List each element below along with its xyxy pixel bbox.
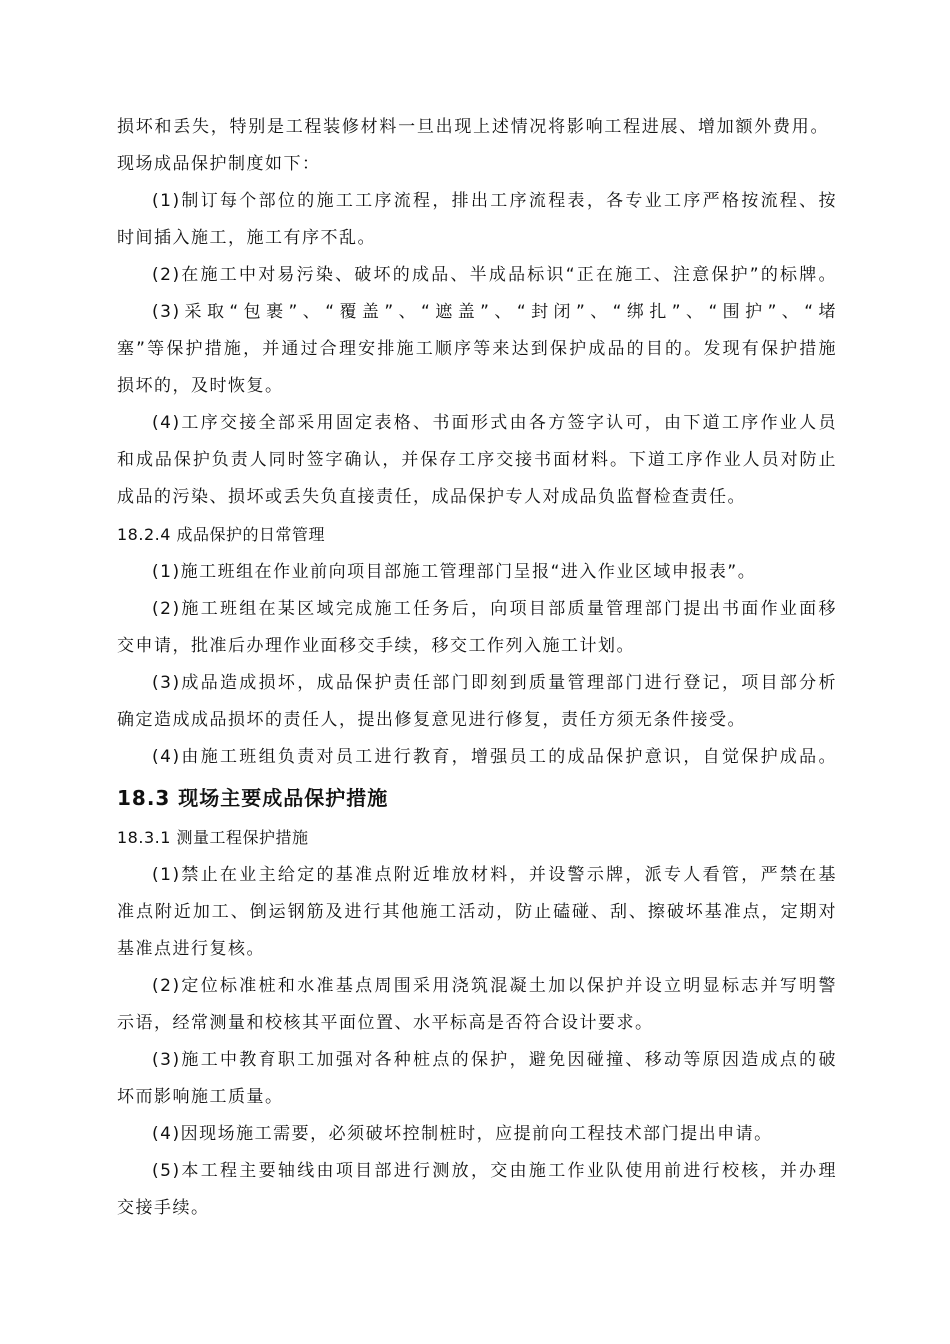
paragraph-line: 坏而影响施工质量。 — [117, 1087, 284, 1107]
paragraph-line: 确定造成成品损坏的责任人，提出修复意见进行修复，责任方须无条件接受。 — [117, 710, 746, 730]
paragraph-line: (4)由施工班组负责对员工进行教育，增强员工的成品保护意识，自觉保护成品。 — [152, 747, 837, 767]
paragraph-line: (5)本工程主要轴线由项目部进行测放，交由施工作业队使用前进行校核，并办理 — [152, 1161, 837, 1181]
paragraph-line: (4)工序交接全部采用固定表格、书面形式由各方签字认可，由下道工序作业人员 — [152, 413, 837, 433]
paragraph-line: (3)施工中教育职工加强对各种桩点的保护，避免因碰撞、移动等原因造成点的破 — [152, 1050, 837, 1070]
paragraph-line: (2)定位标准桩和水准基点周围采用浇筑混凝土加以保护并设立明显标志并写明警 — [152, 976, 837, 996]
paragraph-line: 损坏和丢失，特别是工程装修材料一旦出现上述情况将影响工程进展、增加额外费用。 — [117, 117, 829, 137]
paragraph-line: 交接手续。 — [117, 1198, 210, 1218]
paragraph-line: 示语，经常测量和校核其平面位置、水平标高是否符合设计要求。 — [117, 1013, 654, 1033]
paragraph-line: (1)施工班组在作业前向项目部施工管理部门呈报“进入作业区域申报表”。 — [152, 562, 757, 582]
paragraph-line: 损坏的，及时恢复。 — [117, 376, 284, 396]
paragraph-line: (2)施工班组在某区域完成施工任务后，向项目部质量管理部门提出书面作业面移 — [152, 599, 837, 619]
paragraph-line: (4)因现场施工需要，必须破坏控制桩时，应提前向工程技术部门提出申请。 — [152, 1124, 773, 1144]
paragraph-line: 准点附近加工、倒运钢筋及进行其他施工活动，防止磕碰、刮、擦破坏基准点，定期对 — [117, 902, 837, 922]
paragraph-line: 现场成品保护制度如下： — [117, 154, 321, 174]
paragraph-line: (1)制订每个部位的施工工序流程，排出工序流程表，各专业工序严格按流程、按 — [152, 191, 837, 211]
paragraph-line: 时间插入施工，施工有序不乱。 — [117, 228, 376, 248]
paragraph-line: 交申请，批准后办理作业面移交手续，移交工作列入施工计划。 — [117, 636, 635, 656]
paragraph-line: 成品的污染、损坏或丢失负直接责任，成品保护专人对成品负监督检查责任。 — [117, 487, 746, 507]
paragraph-line: (3)采取“包裹”、“覆盖”、“遮盖”、“封闭”、“绑扎”、“围护”、“堵 — [152, 302, 837, 322]
paragraph-line: (3)成品造成损坏，成品保护责任部门即刻到质量管理部门进行登记，项目部分析 — [152, 673, 837, 693]
paragraph-line: (1)禁止在业主给定的基准点附近堆放材料，并设警示牌，派专人看管，严禁在基 — [152, 865, 837, 885]
paragraph-line: 塞”等保护措施，并通过合理安排施工顺序等来达到保护成品的目的。发现有保护措施 — [117, 339, 837, 359]
paragraph-line: 和成品保护负责人同时签字确认，并保存工序交接书面材料。下道工序作业人员对防止 — [117, 450, 837, 470]
subsection-heading: 18.3.1 测量工程保护措施 — [117, 828, 309, 847]
paragraph-line: 基准点进行复核。 — [117, 939, 265, 959]
paragraph-line: (2)在施工中对易污染、破坏的成品、半成品标识“正在施工、注意保护”的标牌。 — [152, 265, 837, 285]
section-title: 18.3 现场主要成品保护措施 — [117, 786, 389, 810]
section-heading: 18.2.4 成品保护的日常管理 — [117, 525, 325, 544]
